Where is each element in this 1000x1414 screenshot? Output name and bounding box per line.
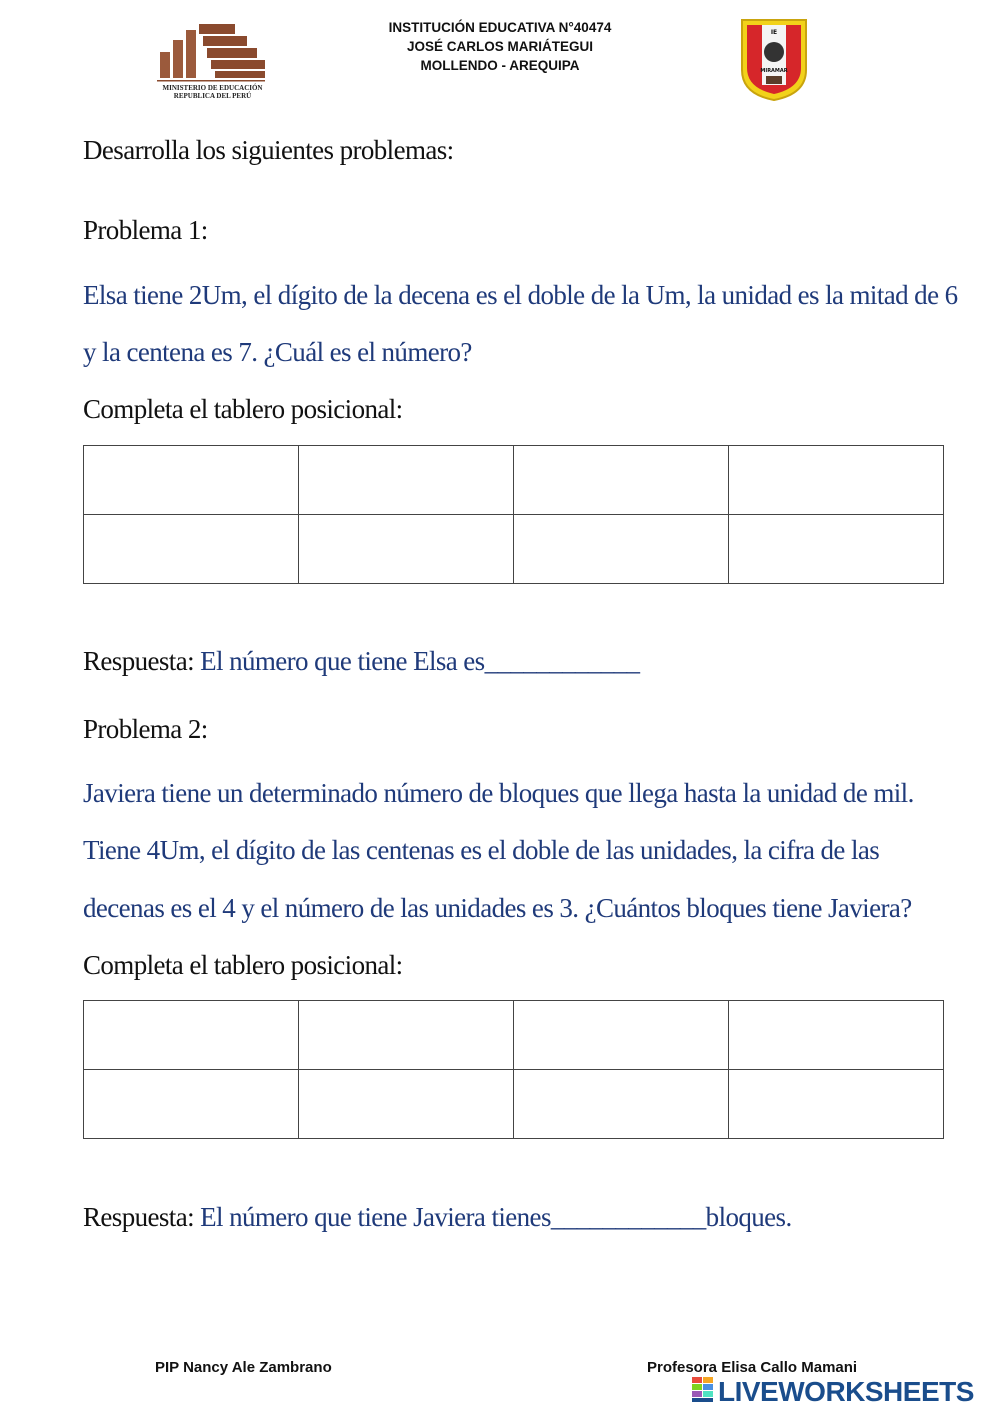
- liveworksheets-logo: [692, 1376, 974, 1410]
- school-name: INSTITUCIÓN EDUCATIVA N°40474: [388, 20, 612, 35]
- problem-1-board-label: Completa el tablero posicional:: [83, 394, 403, 424]
- board-cell[interactable]: [84, 446, 299, 515]
- board-cell[interactable]: [514, 446, 729, 515]
- problem-2-title: Problema 2:: [83, 714, 208, 744]
- board-cell[interactable]: [729, 1001, 944, 1070]
- problem-2-text-line-2: Tiene 4Um, el dígito de las centenas es el doble de las unidades, la cifra de las: [83, 835, 880, 865]
- board-cell[interactable]: [299, 446, 514, 515]
- board-cell[interactable]: [84, 515, 299, 584]
- ministry-bars-icon: [155, 22, 270, 82]
- board-cell[interactable]: [514, 1001, 729, 1070]
- crest-label-top: IE: [770, 29, 778, 36]
- school-patron: JOSÉ CARLOS MARIÁTEGUI: [406, 39, 593, 54]
- problem-1-title: Problema 1:: [83, 215, 208, 245]
- ministry-logo: [155, 22, 270, 110]
- problem-1-text-line-2: y la centena es 7. ¿Cuál es el número?: [83, 337, 472, 367]
- board-row: [84, 446, 944, 515]
- problem-1-text-line-1: Elsa tiene 2Um, el dígito de la decena es el doble de la Um, la unidad es la mitad de 6: [83, 280, 958, 310]
- board-cell[interactable]: [299, 1070, 514, 1139]
- liveworksheets-wordmark: LIVEWORKSHEETS: [718, 1376, 974, 1407]
- answer-label: Respuesta:: [83, 1202, 194, 1232]
- school-location: MOLLENDO - AREQUIPA: [420, 58, 580, 73]
- board-cell[interactable]: [514, 1070, 729, 1139]
- liveworksheets-badge-icon: [692, 1377, 714, 1410]
- board-cell[interactable]: [84, 1070, 299, 1139]
- problem-2-place-value-board: [83, 1000, 944, 1139]
- answer-suffix: bloques.: [705, 1202, 792, 1232]
- answer-blank-1[interactable]: ____________: [484, 646, 640, 676]
- board-cell[interactable]: [299, 515, 514, 584]
- problem-1-place-value-board: [83, 445, 944, 584]
- board-cell[interactable]: [299, 1001, 514, 1070]
- school-crest: [738, 16, 810, 102]
- problem-2-text-line-3: decenas es el 4 y el número de las unidades es 3. ¿Cuántos bloques tiene Javiera?: [83, 893, 912, 923]
- ministry-caption-line-2: REPUBLICA DEL PERÚ: [173, 92, 252, 100]
- ministry-caption-line-1: MINISTERIO DE EDUCACIÓN: [162, 84, 263, 92]
- answer-blank-2[interactable]: ____________: [550, 1202, 706, 1232]
- ministry-caption: [155, 84, 270, 100]
- instructions: Desarrolla los siguientes problemas:: [83, 135, 454, 165]
- board-row: [84, 1070, 944, 1139]
- board-row: [84, 1001, 944, 1070]
- board-row: [84, 515, 944, 584]
- school-header: [330, 18, 670, 75]
- board-cell[interactable]: [729, 446, 944, 515]
- board-cell[interactable]: [729, 515, 944, 584]
- answer-text: El número que tiene Elsa es: [200, 646, 485, 676]
- crest-shield-icon: [738, 16, 810, 102]
- board-cell[interactable]: [514, 515, 729, 584]
- problem-2-board-label: Completa el tablero posicional:: [83, 950, 403, 980]
- answer-label: Respuesta:: [83, 646, 194, 676]
- problem-2-text-line-1: Javiera tiene un determinado número de bloques que llega hasta la unidad de mil.: [83, 778, 914, 808]
- footer-coordinator: PIP Nancy Ale Zambrano: [155, 1359, 332, 1376]
- problem-1-answer: [83, 643, 639, 679]
- footer-teacher: Profesora Elisa Callo Mamani: [647, 1359, 858, 1376]
- answer-text: El número que tiene Javiera tienes: [200, 1202, 551, 1232]
- crest-label-bottom: MIRAMAR: [760, 68, 788, 74]
- board-cell[interactable]: [729, 1070, 944, 1139]
- problem-2-answer: [83, 1199, 792, 1235]
- board-cell[interactable]: [84, 1001, 299, 1070]
